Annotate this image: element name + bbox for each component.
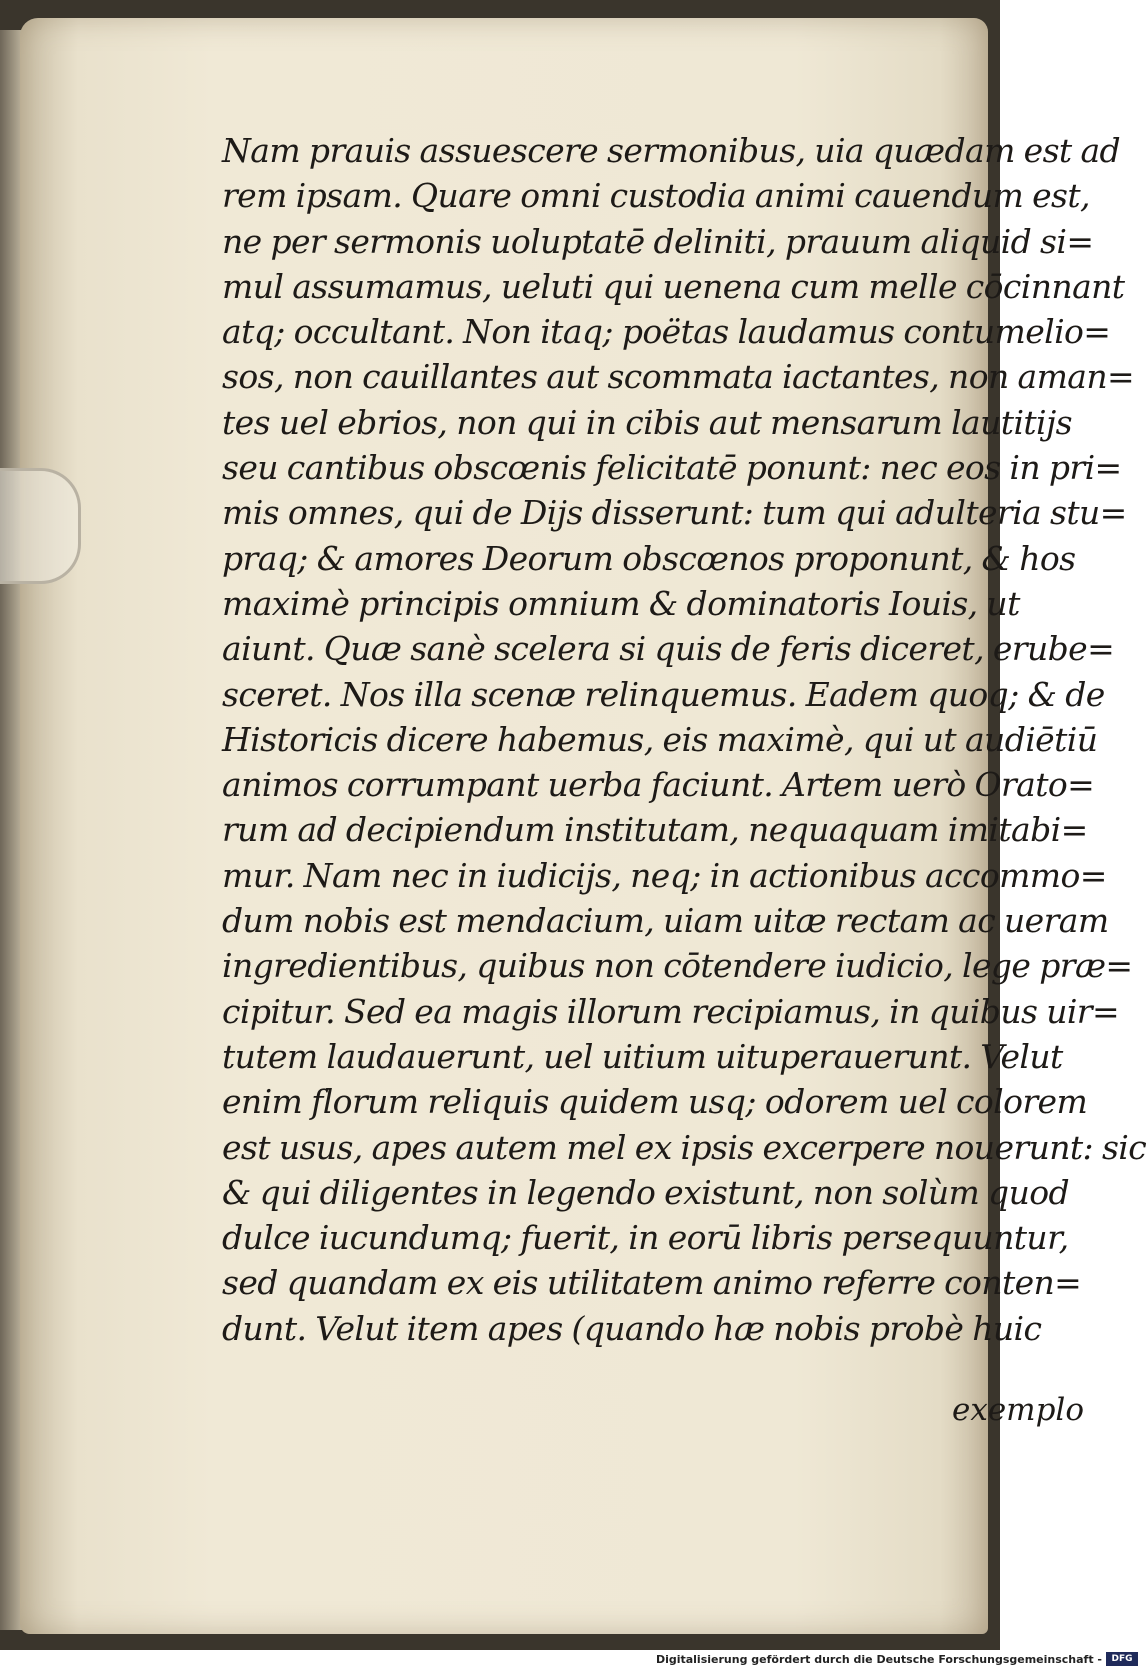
text-line: tutem laudauerunt, uel uitium uituperauerunt. Velut <box>222 1036 1063 1076</box>
text-line: cipitur. Sed ea magis illorum recipiamus, in quibus uir= <box>222 991 1120 1031</box>
text-line: mis omnes, qui de Dijs disserunt: tum qui adulteria stu= <box>222 493 1127 533</box>
text-line: Nam prauis assuescere sermonibus, uia quædam est ad <box>222 131 1121 170</box>
text-line: praq; & amores Deorum obscœnos proponunt, & hos <box>222 538 1076 578</box>
text-line: Historicis dicere habemus, eis maximè, qui ut audiētiū <box>222 719 1098 759</box>
footer-credit: Digitalisierung gefördert durch die Deutsche Forschungsgemeinschaft - <box>655 1653 1102 1666</box>
text-line: dunt. Velut item apes (quando hæ nobis probè huic <box>222 1308 1042 1348</box>
text-line: rem ipsam. Quare omni custodia animi cauendum est, <box>222 176 1090 216</box>
catchword: exemplo <box>952 1392 1084 1428</box>
text-line: & qui diligentes in legendo existunt, non solùm quod <box>222 1172 1070 1212</box>
text-line: seu cantibus obscœnis felicitatē ponunt: nec eos in pri= <box>222 448 1122 488</box>
text-line: ne per sermonis uoluptatē deliniti, prauum aliquid si= <box>222 221 1094 261</box>
text-line: tes uel ebrios, non qui in cibis aut mensarum lautitijs <box>222 402 1072 442</box>
text-line: est usus, apes autem mel ex ipsis excerpere nouerunt: sic <box>222 1127 1146 1167</box>
text-line: mur. Nam nec in iudicijs, neq; in actionibus accommo= <box>222 855 1107 895</box>
text-line: maximè principis omnium & dominatoris Iouis, ut <box>222 583 1020 623</box>
text-line: sed quandam ex eis utilitatem animo referre conten= <box>222 1263 1082 1303</box>
text-line: ingredientibus, quibus non cōtendere iudicio, lege præ= <box>222 946 1133 986</box>
text-line: mul assumamus, ueluti qui uenena cum melle cōcinnant <box>222 266 1125 306</box>
text-line: aiunt. Quæ sanè scelera si quis de feris diceret, erube= <box>222 629 1115 669</box>
text-line: rum ad decipiendum institutam, nequaquam imitabi= <box>222 810 1088 850</box>
text-line: sceret. Nos illa scenæ relinquemus. Eadem quoq; & de <box>222 674 1105 714</box>
text-line: dulce iucundumq; fuerit, in eorū libris persequuntur, <box>222 1218 1069 1258</box>
page-text <box>222 128 1146 1351</box>
text-line: enim florum reliquis quidem usq; odorem uel colorem <box>222 1082 1088 1122</box>
text-line: animos corrumpant uerba faciunt. Artem uerò Orato= <box>222 765 1095 805</box>
text-line: sos, non cauillantes aut scommata iactantes, non aman= <box>222 357 1135 397</box>
page-clip <box>0 468 81 584</box>
text-line: dum nobis est mendacium, uiam uitæ rectam ac ueram <box>222 901 1109 941</box>
dfg-logo-icon: DFG <box>1106 1652 1138 1666</box>
text-line: atq; occultant. Non itaq; poëtas laudamus contumelio= <box>222 312 1111 352</box>
